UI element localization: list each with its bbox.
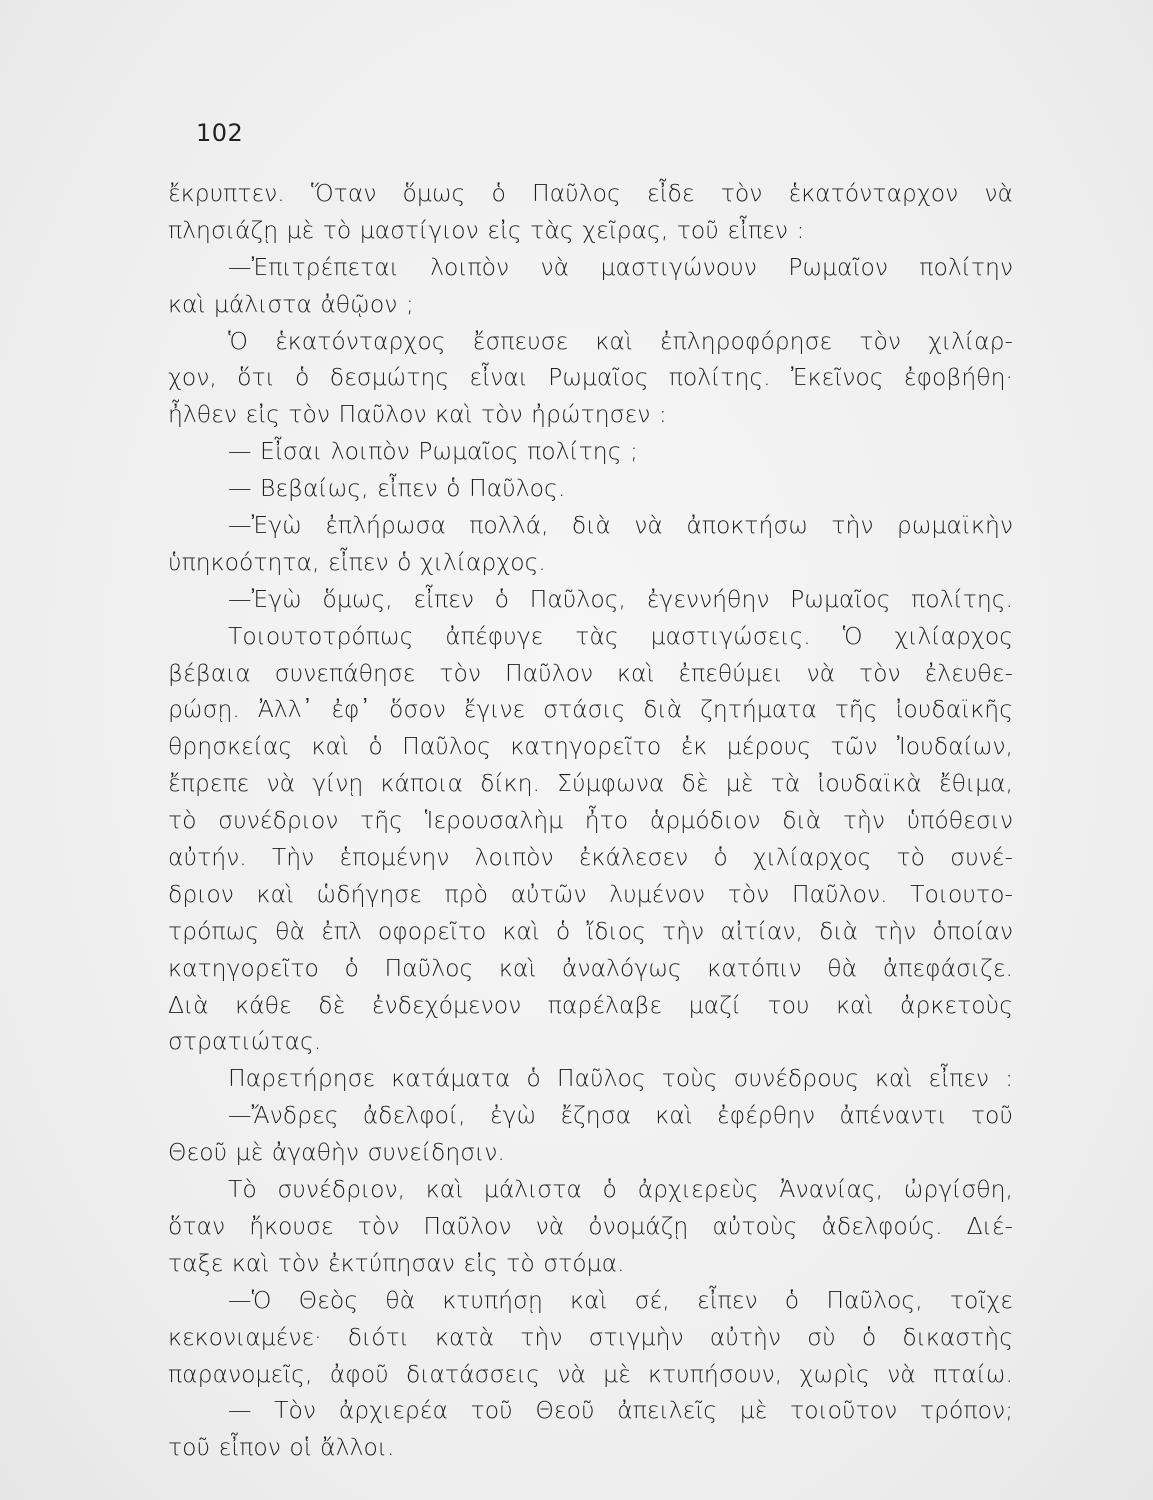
text-line: κατηγορεῖτο ὁ Παῦλος καὶ ἀναλόγως κατόπιν θὰ ἀπεφάσιζε. <box>168 953 1013 982</box>
text-line: — Τὸν ἀρχιερέα τοῦ Θεοῦ ἀπειλεῖς μὲ τοιοῦτον τρόπον; <box>228 1396 1013 1425</box>
text-line: —Ἐγὼ ὅμως, εἶπεν ὁ Παῦλος, ἐγεννήθην Ρωμαῖος πολίτης. <box>228 584 1013 613</box>
text-line: —Ὁ Θεὸς θὰ κτυπήσῃ καὶ σέ, εἶπεν ὁ Παῦλος, τοῖχε <box>228 1285 1013 1314</box>
text-line: Παρετήρησε κατάματα ὁ Παῦλος τοὺς συνέδρους καὶ εἶπεν : <box>228 1064 1013 1093</box>
text-line: ἔπρεπε νὰ γίνῃ κάποια δίκη. Σύμφωνα δὲ μὲ τὰ ἰουδαϊκὰ ἔθιμα, <box>168 769 1013 798</box>
text-line: ἦλθεν εἰς τὸν Παῦλον καὶ τὸν ἠρώτησεν : <box>168 400 667 429</box>
text-line: Τοιουτοτρόπως ἀπέφυγε τὰς μαστιγώσεις. Ὁ χιλίαρχος <box>228 621 1013 650</box>
text-line: ταξε καὶ τὸν ἐκτύπησαν εἰς τὸ στόμα. <box>168 1248 625 1277</box>
text-line: Διὰ κάθε δὲ ἐνδεχόμενον παρέλαβε μαζί του καὶ ἀρκετοὺς <box>168 990 1013 1019</box>
text-line: παρανομεῖς, ἀφοῦ διατάσσεις νὰ μὲ κτυπήσουν, χωρὶς νὰ πταίω. <box>168 1359 1013 1388</box>
text-line: καὶ μάλιστα ἀθῷον ; <box>168 289 414 318</box>
text-line: χον, ὅτι ὁ δεσμώτης εἶναι Ρωμαῖος πολίτης. Ἐκεῖνος ἐφοβήθη· <box>168 363 1013 392</box>
text-line: —Ἐπιτρέπεται λοιπὸν νὰ μαστιγώνουν Ρωμαῖον πολίτην <box>228 252 1013 281</box>
text-line: τὸ συνέδριον τῆς Ἱερουσαλὴμ ἦτο ἁρμόδιον διὰ τὴν ὑπόθεσιν <box>168 806 1013 835</box>
text-line: — Βεβαίως, εἶπεν ὁ Παῦλος. <box>228 474 566 503</box>
text-line: πλησιάζῃ μὲ τὸ μαστίγιον εἰς τὰς χεῖρας, τοῦ εἶπεν : <box>168 215 805 244</box>
text-line: Τὸ συνέδριον, καὶ μάλιστα ὁ ἀρχιερεὺς Ἀνανίας, ὠργίσθη, <box>228 1175 1013 1204</box>
text-line: βέβαια συνεπάθησε τὸν Παῦλον καὶ ἐπεθύμει νὰ τὸν ἐλευθε- <box>168 658 1013 687</box>
text-line: — Εἶσαι λοιπὸν Ρωμαῖος πολίτης ; <box>228 437 638 466</box>
page-number: 102 <box>196 119 244 147</box>
text-line: τρόπως θὰ ἐπλ οφορεῖτο καὶ ὁ ἴδιος τὴν αἰτίαν, διὰ τὴν ὁποίαν <box>168 916 1013 945</box>
text-line: στρατιώτας. <box>168 1027 322 1056</box>
text-line: —Ἐγὼ ἐπλήρωσα πολλά, διὰ νὰ ἀποκτήσω τὴν ρωμαϊκὴν <box>228 511 1013 540</box>
text-line: —Ἄνδρες ἀδελφοί, ἐγὼ ἔζησα καὶ ἐφέρθην ἀπέναντι τοῦ <box>228 1101 1013 1130</box>
text-line: τοῦ εἶπον οἱ ἄλλοι. <box>168 1433 395 1462</box>
text-line: Ὁ ἑκατόνταρχος ἔσπευσε καὶ ἐπληροφόρησε τὸν χιλίαρ- <box>228 326 1013 355</box>
text-line: ὅταν ἤκουσε τὸν Παῦλον νὰ ὀνομάζῃ αὐτοὺς ἀδελφούς. Διέ- <box>168 1211 1013 1240</box>
text-line: θρησκείας καὶ ὁ Παῦλος κατηγορεῖτο ἐκ μέρους τῶν Ἰουδαίων, <box>168 732 1013 761</box>
body-text <box>168 175 1013 1466</box>
text-line: δριον καὶ ὡδήγησε πρὸ αὐτῶν λυμένον τὸν Παῦλον. Τοιουτο- <box>168 879 1013 908</box>
text-line: ἔκρυπτεν. Ὅταν ὅμως ὁ Παῦλος εἶδε τὸν ἑκατόνταρχον νὰ <box>168 179 1013 207</box>
text-line: κεκονιαμένε· διότι κατὰ τὴν στιγμὴν αὐτὴν σὺ ὁ δικαστὴς <box>168 1322 1013 1351</box>
text-line: ρώσῃ. Ἀλλ᾽ ἐφ᾽ ὅσον ἔγινε στάσις διὰ ζητήματα τῆς ἰουδαϊκῆς <box>168 695 1013 724</box>
text-line: αὐτήν. Τὴν ἑπομένην λοιπὸν ἐκάλεσεν ὁ χιλίαρχος τὸ συνέ- <box>168 843 1013 872</box>
text-line: ὑπηκοότητα, εἶπεν ὁ χιλίαρχος. <box>168 547 546 576</box>
text-line: Θεοῦ μὲ ἀγαθὴν συνείδησιν. <box>168 1138 505 1167</box>
